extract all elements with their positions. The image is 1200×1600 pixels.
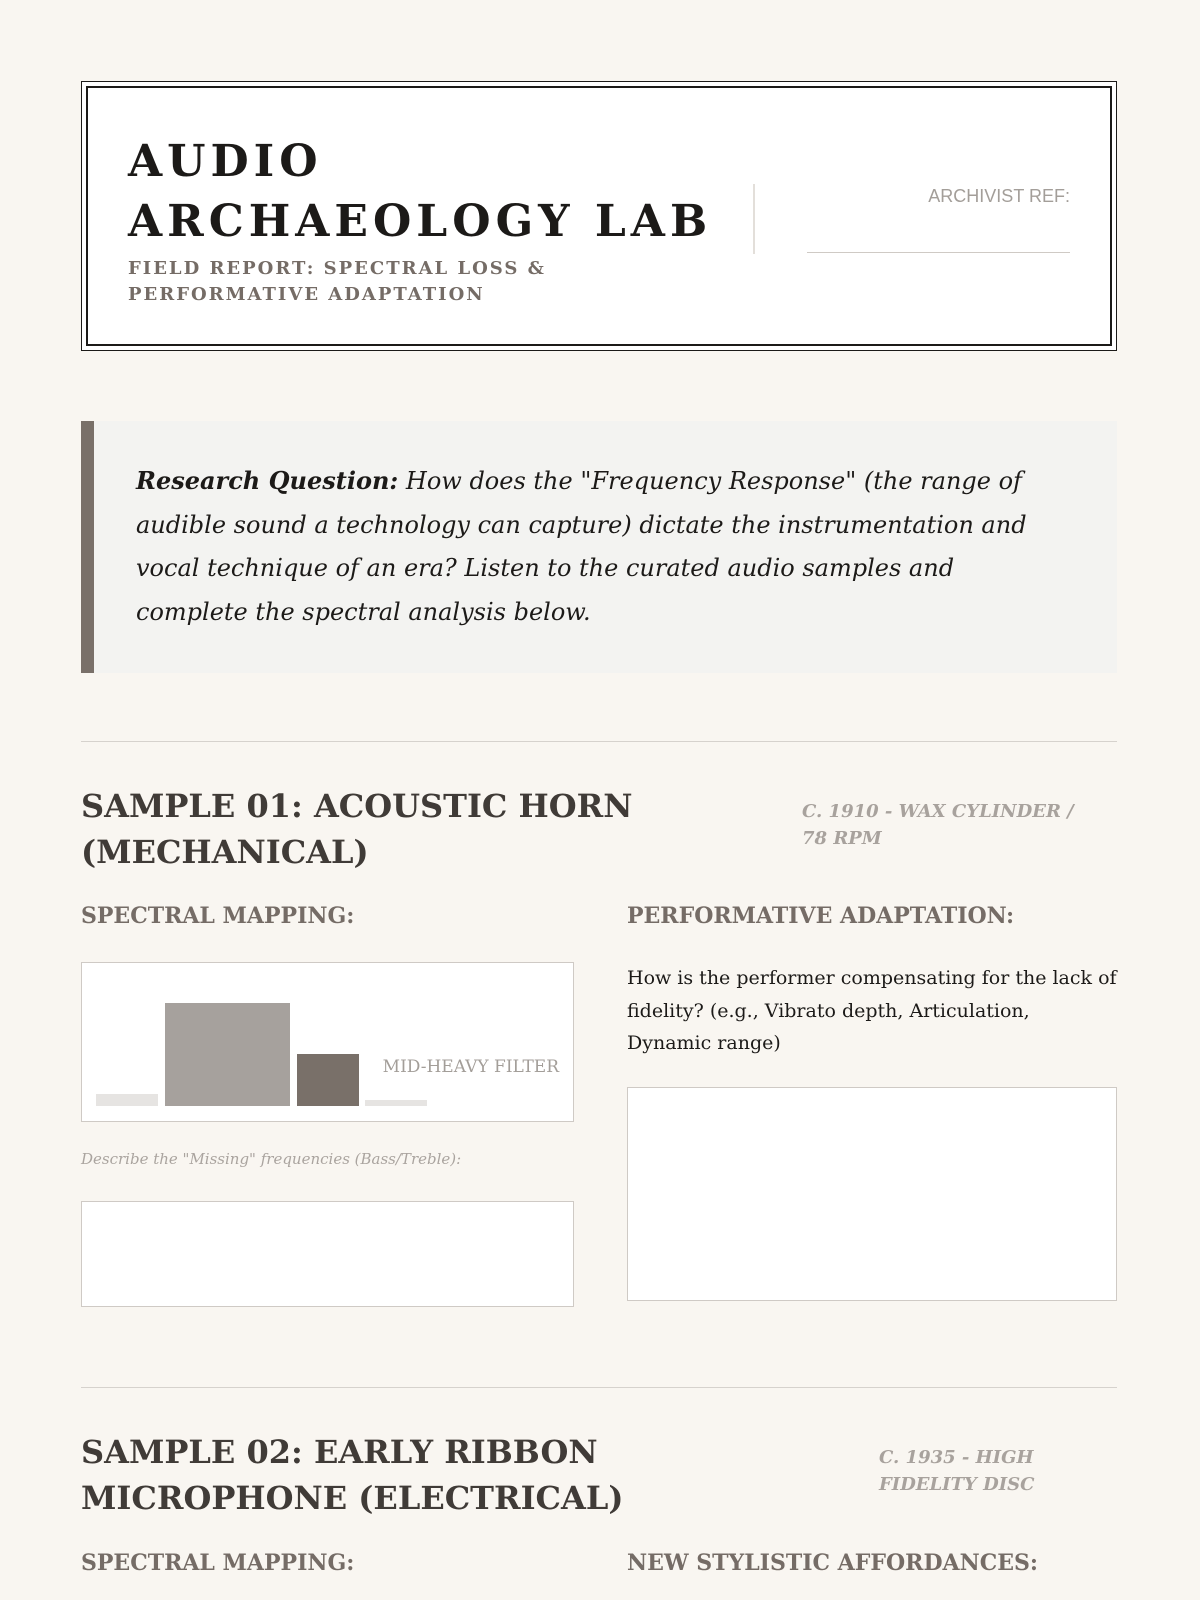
filter-label <box>383 1055 559 1080</box>
research-question-body: How does the "Frequency Response" (the range of audible sound a technology can capture) dictate the instrumentation and vocal technique of an era? Listen to the curated audio samples and complete the spectral analysis below. <box>136 467 1027 626</box>
report-header <box>81 81 1117 351</box>
missing-frequencies-input[interactable] <box>81 1201 574 1307</box>
spectrum-bar-bass <box>96 1094 158 1106</box>
research-question-callout <box>81 421 1117 673</box>
research-question-label: Research Question: <box>136 466 399 495</box>
spectrum-bars <box>82 963 573 1121</box>
sample-02-date: C. 1935 - HIGH FIDELITY DISC <box>879 1447 1035 1495</box>
archivist-ref-label: ARCHIVIST REF: <box>928 186 1070 206</box>
sample-02-stylistic-affordances-label: NEW STYLISTIC AFFORDANCES: <box>627 1550 1038 1576</box>
sample-02-spectral-mapping-label: SPECTRAL MAPPING: <box>81 1550 355 1576</box>
performative-adaptation-prompt: How is the performer compensating for the lack of fidelity? (e.g., Vibrato depth, Articulation, Dynamic range) <box>627 967 1117 1054</box>
sample-01-date: C. 1910 - WAX CYLINDER / 78 RPM <box>802 801 1074 849</box>
section-divider <box>81 741 1117 742</box>
section-divider <box>81 1387 1117 1388</box>
filter-label-text: MID-HEAVY FILTER <box>382 1057 559 1077</box>
sample-01-performative-adaptation-label: PERFORMATIVE ADAPTATION: <box>627 903 1015 929</box>
sample-01-spectral-mapping-label: SPECTRAL MAPPING: <box>81 903 355 929</box>
sample-02-title: SAMPLE 02: EARLY RIBBON MICROPHONE (ELECTRICAL) <box>81 1433 624 1517</box>
page-subtitle: FIELD REPORT: SPECTRAL LOSS & PERFORMATIVE ADAPTATION <box>128 258 546 305</box>
missing-frequencies-hint: Describe the "Missing" frequencies (Bass/Treble): <box>81 1150 462 1168</box>
spectrum-bar-treble <box>365 1100 427 1106</box>
research-question-text <box>136 459 1056 634</box>
spectrum-bar-low-mid <box>165 1003 290 1106</box>
spectral-mapping-chart <box>81 962 574 1122</box>
archivist-ref-input-line[interactable] <box>807 252 1070 253</box>
sample-01-title: SAMPLE 01: ACOUSTIC HORN (MECHANICAL) <box>81 787 633 871</box>
page-title: AUDIO ARCHAEOLOGY LAB <box>128 136 713 247</box>
header-inner-frame <box>86 86 1112 346</box>
spectrum-bar-high-mid <box>297 1054 359 1106</box>
header-divider <box>753 184 755 254</box>
performative-adaptation-input[interactable] <box>627 1087 1117 1301</box>
